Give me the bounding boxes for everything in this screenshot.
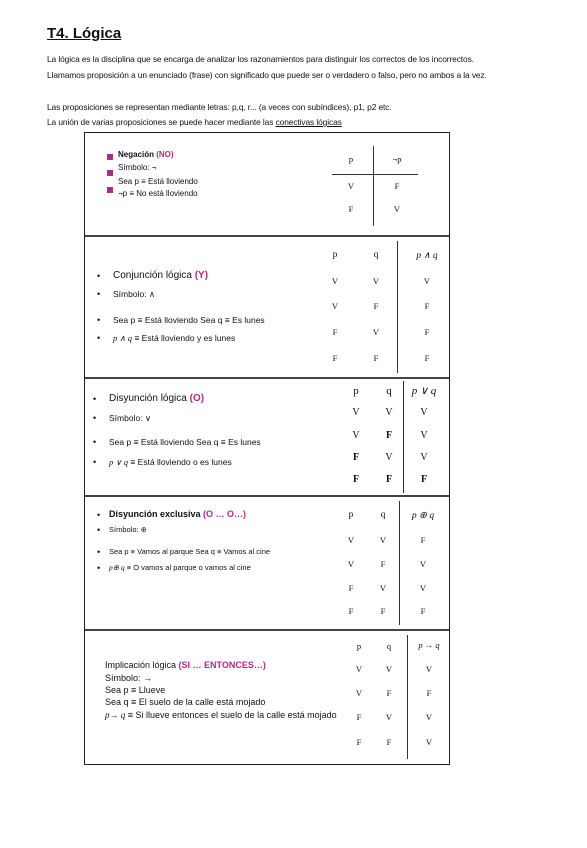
- conjuncion-cell: V: [331, 276, 339, 286]
- bullet-dot-icon: •: [97, 289, 101, 299]
- implicacion-title: Implicación lógica (SI … ENTONCES…): [105, 660, 266, 670]
- disyuncion-table-vline: [403, 381, 404, 493]
- disyuncion-title: Disyunción lógica (O): [109, 393, 205, 404]
- bullet-dot-icon: •: [97, 547, 101, 557]
- implicacion-line-2: Sea q ≡ El suelo de la calle está mojado: [105, 697, 266, 707]
- bullet-square-icon: [107, 187, 113, 193]
- implicacion-symbol: Símbolo: →: [105, 673, 153, 683]
- negacion-table-hline: [332, 174, 418, 175]
- implicacion-cell: V: [425, 737, 433, 747]
- section-disyuncion: [85, 379, 449, 495]
- implicacion-line-3: p→ q ≡ Si llueve entonces el suelo de la calle está mojado: [105, 710, 337, 720]
- disyuncion-cell: F: [385, 430, 393, 441]
- disyuncion-header-q: q: [386, 385, 392, 397]
- exclusiva-cell: F: [348, 583, 354, 593]
- implicacion-cell: V: [355, 688, 363, 698]
- disyuncion-header-result: p ∨ q: [411, 385, 437, 397]
- disyuncion-example-1: Sea p ≡ Está lloviendo Sea q ≡ Es lunes: [109, 437, 261, 447]
- exclusiva-cell: V: [379, 535, 387, 545]
- disyuncion-cell: F: [385, 474, 393, 485]
- negacion-header-notp: ¬p: [392, 154, 402, 164]
- implicacion-cell: F: [426, 688, 432, 698]
- exclusiva-cell: V: [347, 559, 355, 569]
- conjuncion-example-2: p ∧ q ≡ Está lloviendo y es lunes: [113, 333, 236, 343]
- conjuncion-cell: V: [372, 276, 380, 286]
- conjuncion-header-q: q: [373, 250, 379, 260]
- implicacion-table-vline: [407, 635, 408, 759]
- exclusiva-header-q: q: [380, 510, 386, 520]
- exclusiva-cell: V: [379, 583, 387, 593]
- conjuncion-table-vline: [397, 241, 398, 373]
- negacion-cell: V: [393, 204, 401, 214]
- disyuncion-cell: F: [420, 474, 428, 485]
- bullet-dot-icon: •: [97, 315, 101, 325]
- conectivas-link[interactable]: conectivas lógicas: [275, 117, 342, 127]
- bullet-dot-icon: •: [93, 394, 97, 404]
- bullet-dot-icon: •: [97, 563, 101, 573]
- disyuncion-cell: V: [352, 430, 360, 441]
- implicacion-cell: V: [385, 712, 393, 722]
- disyuncion-cell: V: [352, 407, 360, 418]
- exclusiva-symbol: Símbolo: ⊕: [109, 525, 147, 534]
- conjuncion-cell: V: [372, 327, 380, 337]
- section-conjuncion: [85, 237, 449, 377]
- exclusiva-cell: V: [419, 583, 427, 593]
- exclusiva-cell: V: [347, 535, 355, 545]
- conjuncion-cell: F: [332, 327, 338, 337]
- implicacion-cell: V: [355, 664, 363, 674]
- intro-paragraph-4: [47, 117, 552, 128]
- intro-paragraph-3: Las proposiciones se representan mediante letras: p,q, r... (a veces con subíndices), p1, p2 etc.: [47, 102, 392, 112]
- implicacion-cell: V: [425, 664, 433, 674]
- disyuncion-symbol: Símbolo: ∨: [109, 413, 152, 423]
- disyuncion-cell: V: [420, 430, 428, 441]
- conjuncion-cell: F: [332, 353, 338, 363]
- bullet-square-icon: [107, 170, 113, 176]
- exclusiva-title: Disyunción exclusiva (O … O…): [109, 509, 247, 519]
- exclusiva-cell: F: [348, 606, 354, 616]
- implicacion-cell: F: [386, 737, 392, 747]
- negacion-example-2: ¬p ≡ No está lloviendo: [118, 189, 198, 198]
- exclusiva-example-1: Sea p ≡ Vamos al parque Sea q ≡ Vamos al cine: [109, 547, 271, 556]
- negacion-example-1: Sea p ≡ Está lloviendo: [118, 177, 198, 186]
- negacion-cell: F: [348, 204, 354, 214]
- intro-paragraph-1: La lógica es la disciplina que se encarga de analizar los razonamientos para distinguir los correctos de los incorrectos.: [47, 54, 474, 64]
- connectives-frame: [84, 132, 450, 765]
- exclusiva-cell: F: [380, 606, 386, 616]
- negacion-cell: V: [347, 181, 355, 191]
- intro-paragraph-2: Llamamos proposición a un enunciado (frase) con significado que puede ser o verdadero o falso, pero no ambos a la vez.: [47, 70, 487, 80]
- negacion-header-p: p: [348, 154, 354, 164]
- conjuncion-cell: F: [373, 353, 379, 363]
- conjuncion-cell: F: [424, 353, 430, 363]
- bullet-dot-icon: •: [97, 333, 101, 343]
- negacion-title: Negación (NO): [118, 150, 174, 159]
- bullet-dot-icon: •: [97, 525, 101, 535]
- exclusiva-cell: F: [420, 535, 426, 545]
- exclusiva-cell: F: [420, 606, 426, 616]
- intro-paragraph-4-text: La unión de varias proposiciones se puede hacer mediante las: [47, 117, 276, 127]
- exclusiva-table-vline: [399, 501, 400, 625]
- negacion-cell: F: [394, 181, 400, 191]
- disyuncion-header-p: p: [353, 385, 359, 397]
- disyuncion-cell: V: [385, 452, 393, 463]
- implicacion-cell: F: [356, 737, 362, 747]
- implicacion-header-p: p: [356, 641, 362, 651]
- conjuncion-header-result: p ∧ q: [416, 251, 438, 261]
- conjuncion-example-1: Sea p ≡ Está lloviendo Sea q ≡ Es lunes: [113, 315, 265, 325]
- implicacion-cell: V: [385, 664, 393, 674]
- exclusiva-header-p: p: [348, 510, 354, 520]
- implicacion-header-q: q: [386, 641, 392, 651]
- bullet-dot-icon: •: [93, 437, 97, 447]
- disyuncion-cell: F: [352, 452, 360, 463]
- implicacion-header-result: p → q: [418, 640, 440, 650]
- disyuncion-example-2: p ∨ q ≡ Está lloviendo o es lunes: [109, 457, 232, 467]
- disyuncion-cell: V: [420, 407, 428, 418]
- implicacion-cell: F: [386, 688, 392, 698]
- bullet-dot-icon: •: [97, 271, 101, 281]
- implicacion-cell: F: [356, 712, 362, 722]
- disyuncion-cell: V: [420, 452, 428, 463]
- conjuncion-cell: F: [424, 327, 430, 337]
- implicacion-line-1: Sea p ≡ Llueve: [105, 685, 166, 695]
- conjuncion-header-p: p: [332, 250, 338, 260]
- page-title: T4. Lógica: [47, 25, 122, 42]
- bullet-dot-icon: •: [93, 413, 97, 423]
- conjuncion-cell: F: [373, 301, 379, 311]
- implicacion-cell: V: [425, 712, 433, 722]
- exclusiva-cell: V: [419, 559, 427, 569]
- negacion-symbol: Símbolo: ¬: [118, 163, 157, 172]
- exclusiva-header-result: p ⊕ q: [411, 511, 435, 521]
- conjuncion-cell: V: [423, 276, 431, 286]
- disyuncion-cell: V: [385, 407, 393, 418]
- bullet-dot-icon: •: [93, 457, 97, 467]
- conjuncion-symbol: Símbolo: ∧: [113, 289, 156, 299]
- bullet-square-icon: [107, 154, 113, 160]
- conjuncion-cell: V: [331, 301, 339, 311]
- section-implicacion: [85, 631, 449, 764]
- exclusiva-example-2: p⊕ q ≡ O vamos al parque o vamos al cine: [109, 563, 251, 572]
- conjuncion-title: Conjunción lógica (Y): [113, 270, 209, 281]
- section-negacion: [85, 133, 449, 235]
- bullet-dot-icon: •: [97, 510, 101, 520]
- negacion-table-vline: [373, 146, 374, 226]
- disyuncion-cell: F: [352, 474, 360, 485]
- exclusiva-cell: F: [380, 559, 386, 569]
- conjuncion-cell: F: [424, 301, 430, 311]
- section-exclusiva: [85, 497, 449, 629]
